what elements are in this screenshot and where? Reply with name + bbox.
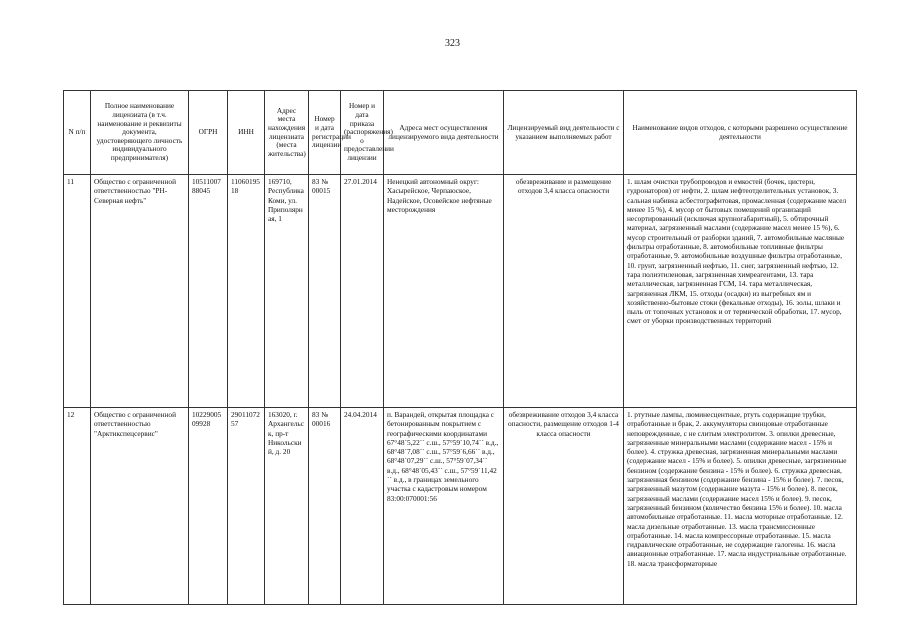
sites-cell: п. Варандей, открытая площадка с бетонированным покрытием с географическими координатами 67°48´5,22´´ с.ш., 57°59´10,74´´ в.д., 68°48´7,08´´ с.ш., 57°59´6,66´´ в.д., 68°48´07,29´´ с.ш., 57°59´07,34´´ в.д., 68°48´05,43´´ с.ш., 57°59´11,42´´ в.д., в границах земельного участка с кадастровым номером 83:00:070001:56: [384, 408, 504, 605]
sites-cell: Ненецкий автономный округ: Хасырейское, Черпаюское, Надейское, Осовейское нефтяные месторождения: [384, 175, 504, 408]
licensee-name-cell: Общество с ограниченной ответственностью "РН-Северная нефть": [91, 175, 189, 408]
licensee-name-cell: Общество с ограниченной ответственностью "Арктикспецсервис": [91, 408, 189, 605]
row-number-cell: 11: [64, 175, 91, 408]
inn-cell: 1106019518: [228, 175, 265, 408]
registration-cell: 83 № 00016: [309, 408, 341, 605]
row-number-cell: 12: [64, 408, 91, 605]
header-cell-registration: Номер и дата регистрации лицензии: [309, 91, 341, 175]
header-cell-inn: ИНН: [228, 91, 265, 175]
inn-cell: 2901107257: [228, 408, 265, 605]
ogrn-cell: 1051100788045: [189, 175, 228, 408]
table-header-row: [64, 91, 857, 175]
order-date-cell: 24.04.2014: [341, 408, 384, 605]
address-cell: 163020, г. Архангельск, пр-т Никольский, д. 20: [265, 408, 309, 605]
header-cell-ogrn: ОГРН: [189, 91, 228, 175]
registration-cell: 83 № 00015: [309, 175, 341, 408]
waste-types-cell: 1. ртутные лампы, люминесцентные, ртуть содержащие трубки, отработанные и брак, 2. аккумуляторы свинцовые отработанные неповрежденные, с не слитым электролитом. 3. опилки древесные, загрязненные минеральными маслами (содержание масел - 15% и более). 4. стружка древесная, загрязненная минеральными маслами (содержание масел - 15% и более). 5. опилки древесные, загрязненные бензином (содержание бензина - 15% и более). 6. стружка древесная, загрязненная бензином (содержание бензина - 15% и более). 7. песок, загрязненный мазутом (содержание мазута - 15% и более). 8. песок, загрязненный маслами (содержание масел 15% и более). 9. песок, загрязненный бензином (количество бензина 15% и более). 10. масла автомобильные отработанные. 11. масла моторные отработанные. 12. масла дизельные отработанные. 13. масла трансмиссионные отработанные. 14. масла компрессорные отработанные. 15. масла гидравлические отработанные, не содержащие галогены. 16. масла авиационные отработанные. 17. масла индустриальные отработанные. 18. масла трансформаторные: [624, 408, 857, 605]
address-cell: 169710, Республика Коми, ул. Приполярная, 1: [265, 175, 309, 408]
table-row: [64, 175, 857, 408]
waste-types-cell: 1. шлам очистки трубопроводов и емкостей (бочек, цистерн, гудронаторов) от нефти, 2. шлам нефтеотделительных установок, 3. сальная набивка асбестографитовая, промасленная (содержание масел менее 15 %), 4. мусор от бытовых помещений организаций несортированный (исключая крупногабаритный), 5. обтирочный материал, загрязненный маслами (содержание масел менее 15 %), 6. мусор строительный от разборки зданий, 7. автомобильные масляные фильтры отработанные, 8. автомобильные топливные фильтры отработанные, 9. автомобильные воздушные фильтры отработанные, 10. грунт, загрязненный нефтью, 11. снег, загрязненный нефтью, 12. тара полиэтиленовая, загрязненная химреагентами, 13. тара металлическая, загрязненная ГСМ, 14. тара металлическая, загрязненная ЛКМ, 15. отходы (осадки) из выгребных ям и хозяйственно-бытовые стоки (фекальные отходы), 16. золы, шлаки и пыль от топочных установок и от термической обработки, 17. мусор, смет от уборки производственных территорий: [624, 175, 857, 408]
table-row: [64, 408, 857, 605]
ogrn-cell: 1022900509928: [189, 408, 228, 605]
header-cell-address: Адрес места нахождения лицензиата (места жительства): [265, 91, 309, 175]
order-date-cell: 27.01.2014: [341, 175, 384, 408]
header-cell-number: N п/п: [64, 91, 91, 175]
header-cell-licensee-name: Полное наименование лицензиата (в т.ч. наименование и реквизиты документа, удостоверяющего личность индивидуального предпринимателя): [91, 91, 189, 175]
license-registry-table: [63, 90, 857, 605]
header-cell-waste-types: Наименование видов отходов, с которыми разрешено осуществление деятельности: [624, 91, 857, 175]
header-cell-activity: Лицензируемый вид деятельности с указанием выполняемых работ: [504, 91, 624, 175]
header-cell-order: Номер и дата приказа (распоряжения) о предоставлении лицензии: [341, 91, 384, 175]
activity-cell: обезвреживание и размещение отходов 3,4 класса опасности: [504, 175, 624, 408]
page-number: 323: [445, 38, 460, 49]
header-cell-sites: Адреса мест осуществления лицензируемого вида деятельности: [384, 91, 504, 175]
activity-cell: обезвреживание отходов 3,4 класса опасности, размещение отходов 1-4 класса опасности: [504, 408, 624, 605]
